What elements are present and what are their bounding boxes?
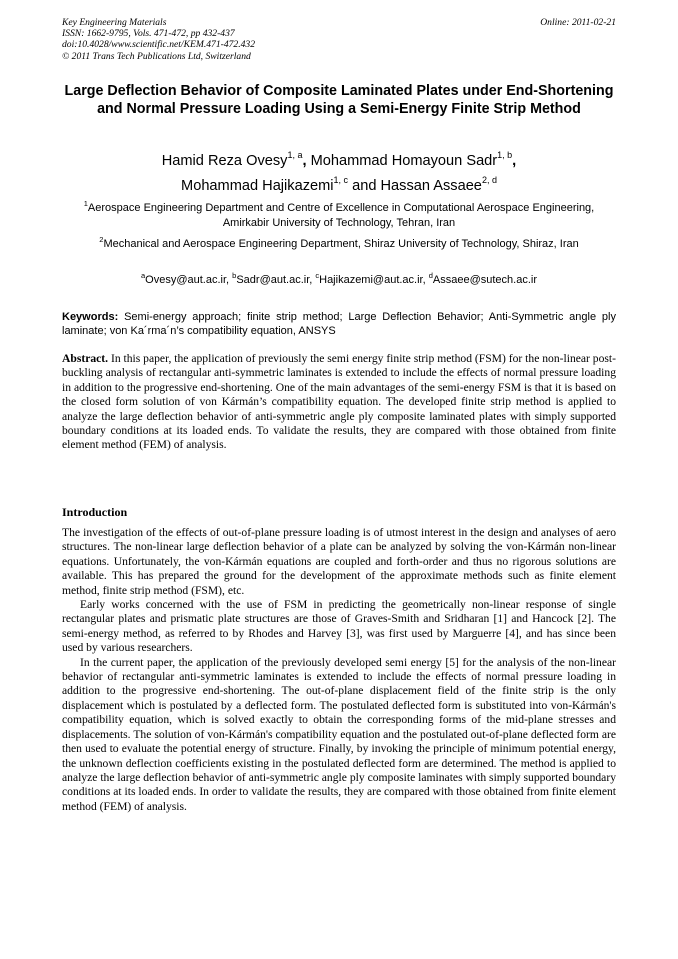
email-line: [62, 273, 616, 287]
affiliation-text: Mechanical and Aerospace Engineering Department, Shiraz University of Technology, Shiraz, Iran: [103, 238, 579, 250]
journal-header: [62, 17, 616, 62]
abstract-text: In this paper, the application of previously the semi energy finite strip method (FSM) for the non-linear post-buckling analysis of rectangular anti-symmetric laminates is extended to include the effects of normal pressure loading in addition to the progressive end-shortening. One of the main advantages of the semi-energy FSM is that it is based on the closed form solution of von Kármán’s compatibility equation. The developed finite strip method is applied to analyze the large deflection behavior of anti-symmetric angle ply composite laminated plates with simply supported boundary conditions at its loaded ends. To validate the results, they are compared with those obtained from finite element method (FEM) of analysis.: [62, 352, 616, 452]
author-separator: ,: [302, 153, 311, 169]
email-sup: b: [232, 271, 237, 280]
issn-line: ISSN: 1662-9795, Vols. 471-472, pp 432-437: [62, 28, 235, 40]
keywords-text: Semi-energy approach; finite strip method; Large Deflection Behavior; Anti-Symmetric angle ply laminate; von Ka´rma´n’s compatibility equation, ANSYS: [62, 311, 616, 338]
author-sup: 1, c: [333, 175, 349, 185]
affiliation-text: Aerospace Engineering Department and Centre of Excellence in Computational Aerospace Engineering, Amirkabir University of Technology, Tehran, Iran: [87, 202, 595, 229]
introduction-body: [62, 526, 616, 814]
author-name: Mohammad Hajikazemi: [181, 178, 334, 194]
keywords-label: Keywords:: [62, 311, 119, 323]
affiliation-sup: 1: [83, 199, 88, 208]
affiliation-sup: 2: [99, 235, 104, 244]
author-sup: 1, a: [287, 150, 303, 160]
keywords: [62, 310, 616, 339]
email-link[interactable]: Assaee@sutech.ac.ir: [432, 274, 537, 286]
copyright-line: © 2011 Trans Tech Publications Ltd, Switzerland: [62, 50, 251, 62]
doi-line: doi:10.4028/www.scientific.net/KEM.471-472.432: [62, 39, 256, 51]
affiliation-2: [62, 237, 616, 252]
paragraph: The investigation of the effects of out-of-plane pressure loading is of utmost interest in the design and analyses of aero structures. The non-linear large deflection behavior of a plate can be analyzed by solving the von-Kármán non-linear equations. Unfortunately, the von-Kármán equations are coupled and forth-order and thus no rigorous solutions are available. This has prepared the ground for the development of the approximate methods such as finite element method, finite strip method (FSM), etc.: [62, 526, 616, 597]
author-list: [62, 149, 616, 199]
paper-title: Large Deflection Behavior of Composite Laminated Plates under End-Shortening and Normal Pressure Loading Using a Semi-Energy Finite Strip Method: [64, 83, 614, 117]
abstract: [62, 352, 616, 453]
abstract-label: Abstract.: [62, 352, 109, 365]
author-sup: 2, d: [481, 175, 497, 185]
affiliation-1: [62, 201, 616, 231]
email-sup: c: [315, 271, 320, 280]
email-sup: d: [428, 271, 433, 280]
journal-name: Key Engineering Materials: [62, 17, 167, 28]
section-heading: Introduction: [62, 505, 128, 519]
author-line-1: Hamid Reza Ovesy$^{1, a}$, Mohammad Homayoun Sadr$^{1, b}$,: [161, 150, 517, 169]
author-name: Hamid Reza Ovesy: [161, 153, 288, 169]
author-sup: 1, b: [497, 150, 513, 160]
email-sup: a: [141, 271, 146, 280]
author-name: Hassan Assaee: [380, 178, 482, 194]
online-date: Online: 2011-02-21: [540, 17, 616, 28]
email-link[interactable]: Hajikazemi@aut.ac.ir,: [319, 274, 429, 286]
author-line-2: [62, 174, 616, 199]
paragraph: Early works concerned with the use of FSM in predicting the geometrically non-linear response of single rectangular plates and prismatic plate structures are those of Graves-Smith and Sridharan [1] and Hancock [2]. The semi-energy method, as referred to by Rhodes and Harvey [3], was first used by Marguerre [4], and has since been used by various researchers.: [62, 598, 616, 655]
author-separator: and: [348, 178, 381, 194]
email-link[interactable]: Ovesy@aut.ac.ir,: [145, 274, 233, 286]
email-link[interactable]: Sadr@aut.ac.ir,: [236, 274, 316, 286]
author-name: Mohammad Homayoun Sadr: [310, 153, 498, 169]
paragraph: In the current paper, the application of the previously developed semi energy [5] for the analysis of the non-linear behavior of rectangular anti-symmetric laminates is extended to include the effects of normal pressure loading in addition to the progressive end-shortening. The out-of-plane displacement field of the finite strip is the only displacement which is postulated by a deflected form. The postulated deflected form is substituted into von-Kármán's compatibility equation, which is solved exactly to obtain the corresponding forms of the mid-plane stresses and displacements. The solution of von-Kármán's compatibility equation and the postulated out-of-plane deflected form are then used to evaluate the potential energy of structure. Finally, by invoking the principle of minimum potential energy, the unknown deflection coefficients existing in the postulated deflected form are determined. The method is applied to analyze the large deflection behavior of anti-symmetric angle ply composite laminates with simply supported boundary conditions at its loaded ends. In order to validate the results, they are compared with those obtained from finite element method (FEM) of analysis.: [62, 655, 616, 813]
